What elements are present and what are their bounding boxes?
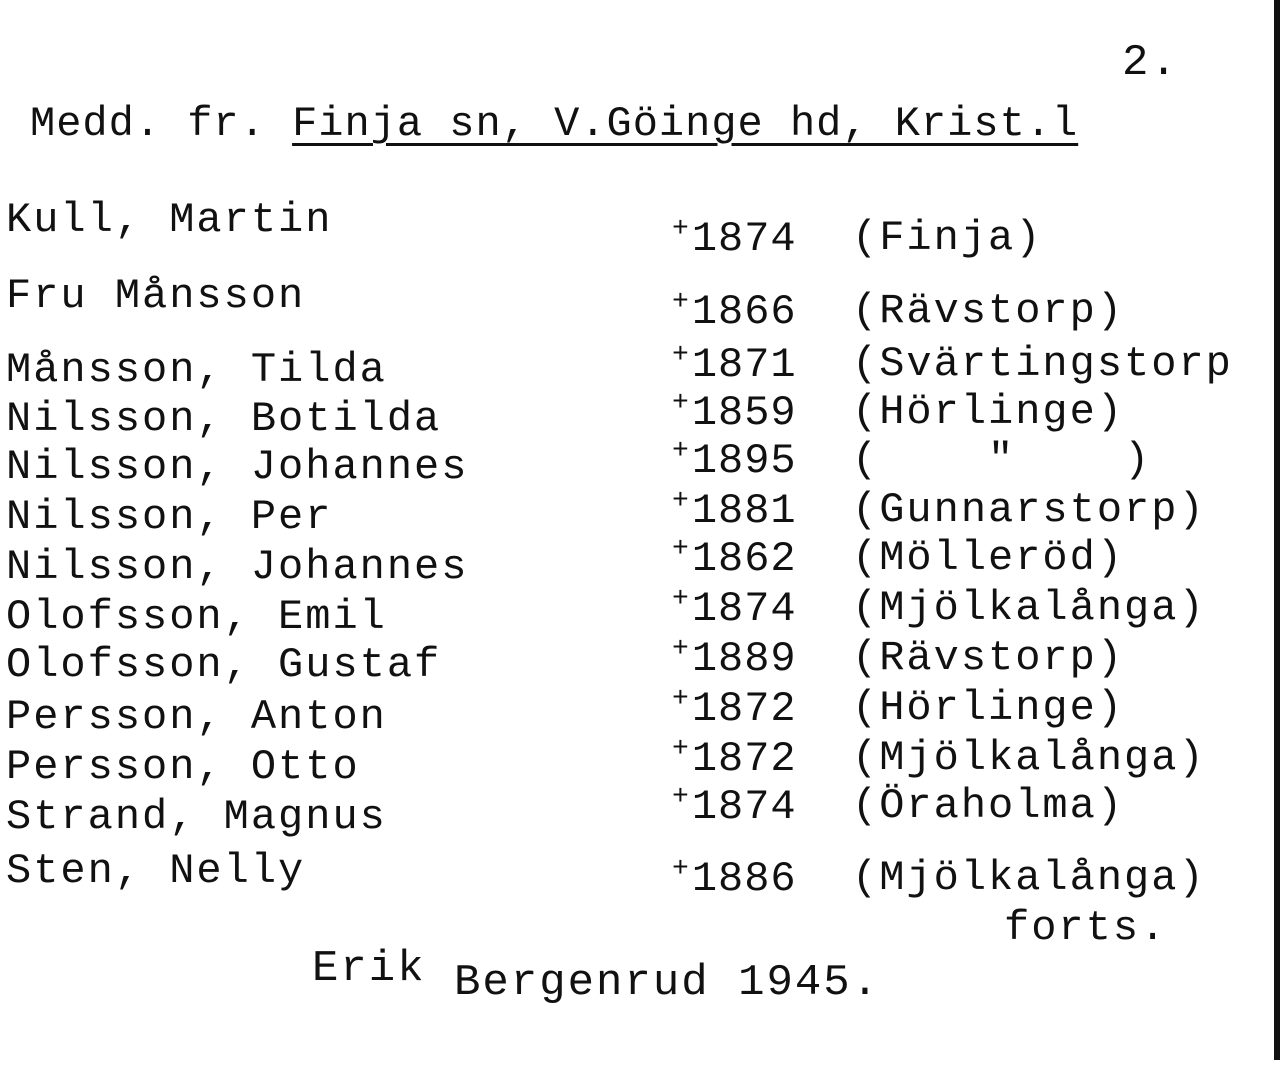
death-year: 1872 (691, 735, 797, 783)
entry-name: Nilsson, Johannes (6, 443, 469, 491)
death-mark: + (672, 782, 690, 813)
entry-death (672, 734, 797, 783)
continued-note: forts. (1004, 904, 1168, 952)
entry-death (672, 782, 797, 831)
death-year: 1886 (691, 855, 797, 903)
death-mark: + (672, 534, 690, 565)
document-header (30, 100, 1078, 148)
entry-death (672, 584, 797, 633)
header-prefix: Medd. fr. (30, 100, 266, 148)
entry-name: Fru Månsson (6, 272, 306, 320)
signature-rest: Bergenrud 1945. (454, 958, 881, 1008)
death-mark: + (672, 340, 690, 371)
entry-place: (Gunnarstorp) (852, 486, 1206, 534)
signature (312, 944, 881, 1008)
entry-place: (Öraholma) (852, 782, 1125, 830)
death-year: 1889 (691, 635, 797, 683)
death-mark: + (672, 214, 690, 245)
death-year: 1874 (691, 585, 797, 633)
entry-name: Strand, Magnus (6, 793, 387, 841)
entry-name: Sten, Nelly (6, 847, 306, 895)
death-year: 1871 (691, 341, 797, 389)
death-year: 1872 (691, 685, 797, 733)
death-year: 1862 (691, 535, 797, 583)
entry-name: Olofsson, Gustaf (6, 641, 442, 689)
death-mark: + (672, 634, 690, 665)
entry-place: ( " ) (852, 436, 1152, 484)
entry-name: Persson, Anton (6, 693, 387, 741)
page-number: 2. (1122, 38, 1179, 88)
entry-death (672, 634, 797, 683)
death-year: 1874 (691, 215, 797, 263)
entry-place: (Mjölkalånga) (852, 584, 1206, 632)
page-edge-line (1274, 0, 1280, 1060)
entry-place: (Mjölkalånga) (852, 854, 1206, 902)
death-mark: + (672, 584, 690, 615)
entry-death (672, 436, 797, 485)
death-year: 1866 (691, 288, 797, 336)
entry-place: (Svärtingstorp (852, 340, 1233, 388)
death-year: 1881 (691, 487, 797, 535)
death-mark: + (672, 854, 690, 885)
signature-first-name: Erik (312, 944, 426, 994)
entry-place: (Hörlinge) (852, 388, 1125, 436)
header-location: Finja sn, V.Göinge hd, Krist.l (292, 100, 1079, 148)
death-year: 1874 (691, 783, 797, 831)
entry-death (672, 388, 797, 437)
entry-name: Nilsson, Johannes (6, 543, 469, 591)
entry-death (672, 684, 797, 733)
entry-death (672, 534, 797, 583)
entry-name: Nilsson, Botilda (6, 395, 442, 443)
death-mark: + (672, 734, 690, 765)
entry-place: (Mjölkalånga) (852, 734, 1206, 782)
death-mark: + (672, 287, 690, 318)
entry-death (672, 340, 797, 389)
entry-death (672, 214, 797, 263)
entry-place: (Mölleröd) (852, 534, 1125, 582)
entry-name: Månsson, Tilda (6, 346, 387, 394)
death-year: 1895 (691, 437, 797, 485)
death-mark: + (672, 388, 690, 419)
entry-death (672, 486, 797, 535)
death-mark: + (672, 684, 690, 715)
entry-name: Olofsson, Emil (6, 593, 387, 641)
entry-death (672, 287, 797, 336)
entry-place: (Hörlinge) (852, 684, 1125, 732)
entry-death (672, 854, 797, 903)
death-mark: + (672, 486, 690, 517)
death-mark: + (672, 436, 690, 467)
entry-place: (Finja) (852, 214, 1043, 262)
entry-name: Kull, Martin (6, 196, 333, 244)
entry-place: (Rävstorp) (852, 287, 1125, 335)
entry-name: Nilsson, Per (6, 493, 333, 541)
death-year: 1859 (691, 389, 797, 437)
entry-name: Persson, Otto (6, 743, 360, 791)
entry-place: (Rävstorp) (852, 634, 1125, 682)
